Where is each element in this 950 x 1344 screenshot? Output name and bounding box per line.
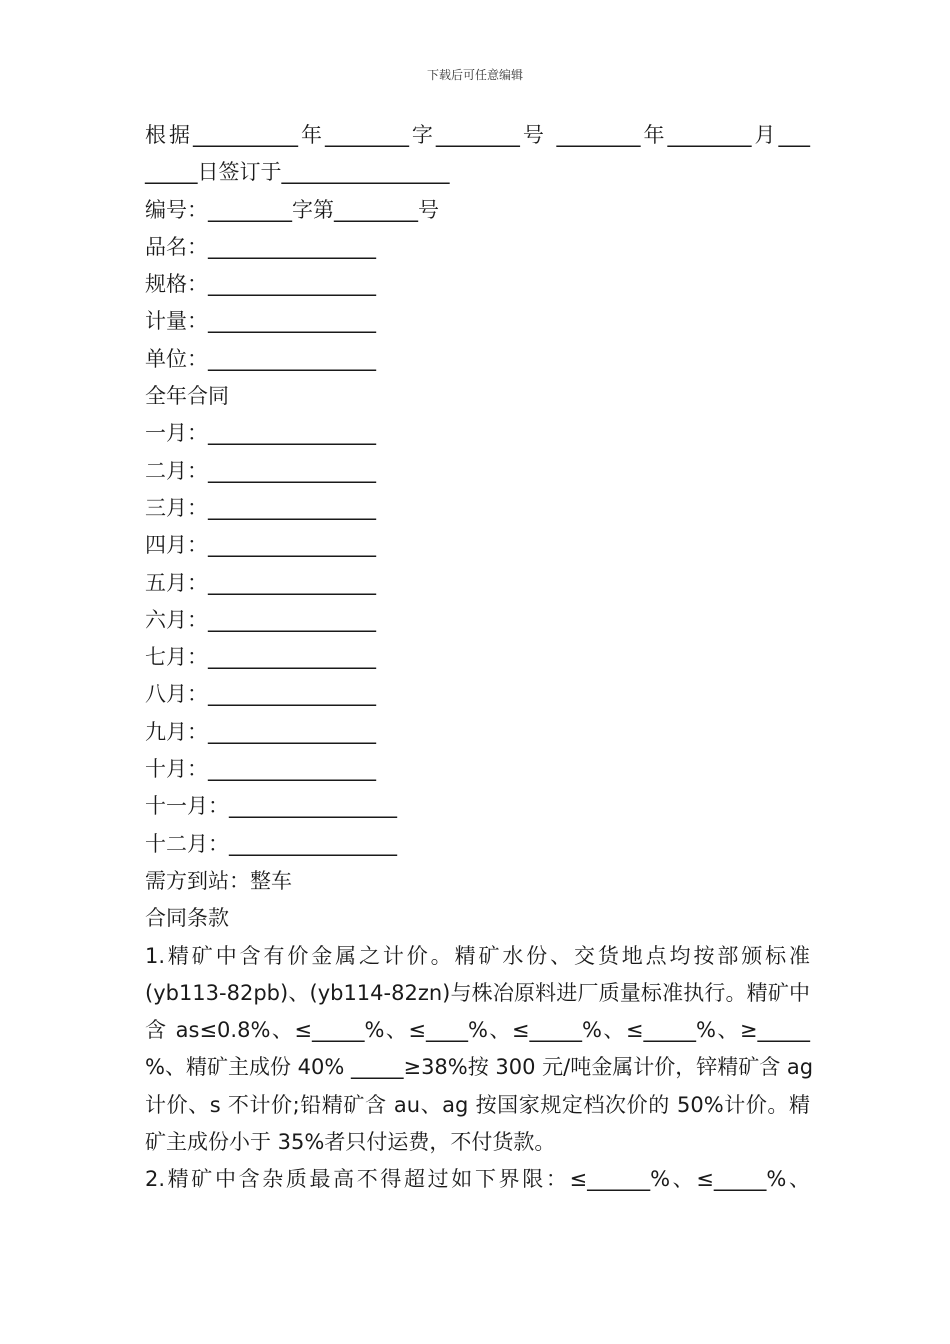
field-month-7: 七月：________________ (145, 645, 376, 670)
section-annual-contract: 全年合同 (145, 384, 229, 409)
field-measurement: 计量：________________ (145, 309, 376, 334)
field-month-6: 六月：________________ (145, 607, 376, 632)
clause-1 (145, 938, 814, 1162)
page-header: 下载后可任意编辑 (426, 68, 523, 82)
field-product-name: 品名：________________ (145, 234, 376, 259)
field-month-9: 九月：________________ (145, 719, 376, 744)
field-destination-station: 需方到站：整车 (145, 868, 292, 893)
contract-basis-line: 根据__________年________字________号 ________年________月___ (145, 123, 810, 147)
field-month-12: 十二月：________________ (145, 831, 397, 856)
field-month-4: 四月：________________ (145, 533, 376, 558)
field-month-11: 十一月：________________ (145, 794, 397, 819)
clause-1-line: 含 as≤0.8%、≤_____%、≤____%、≤_____%、≤_____%、≥_____ (145, 1018, 810, 1043)
document-body (145, 117, 814, 1199)
contract-signed-line: _____日签订于________________ (145, 160, 450, 185)
section-contract-terms: 合同条款 (145, 906, 229, 931)
field-month-5: 五月：________________ (145, 570, 376, 595)
field-month-8: 八月：________________ (145, 682, 376, 707)
field-month-2: 二月：________________ (145, 458, 376, 483)
field-month-3: 三月：________________ (145, 495, 376, 520)
clause-1-line: 计价、s 不计价;铅精矿含 au、ag 按国家规定档次价的 50%计价。精 (145, 1092, 810, 1117)
field-serial-number: 编号：________字第________号 (145, 197, 439, 222)
clause-2: 2.精矿中含杂质最高不得超过如下界限：≤______%、≤_____%、 (145, 1167, 810, 1192)
clause-1-line: %、精矿主成份 40% _____≥38%按 300 元/吨金属计价，锌精矿含 ag (145, 1055, 814, 1080)
field-specification: 规格：________________ (145, 272, 376, 297)
clause-1-line: (yb113-82pb)、(yb114-82zn)与株冶原料进厂质量标准执行。精矿中 (145, 980, 810, 1005)
field-month-1: 一月：________________ (145, 421, 376, 446)
field-unit: 单位：________________ (145, 346, 376, 371)
clause-1-line: 1.精矿中含有价金属之计价。精矿水份、交货地点均按部颁标准 (145, 943, 810, 968)
field-month-10: 十月：________________ (145, 757, 376, 782)
clause-1-line: 矿主成份小于 35%者只付运费，不付货款。 (145, 1130, 556, 1155)
